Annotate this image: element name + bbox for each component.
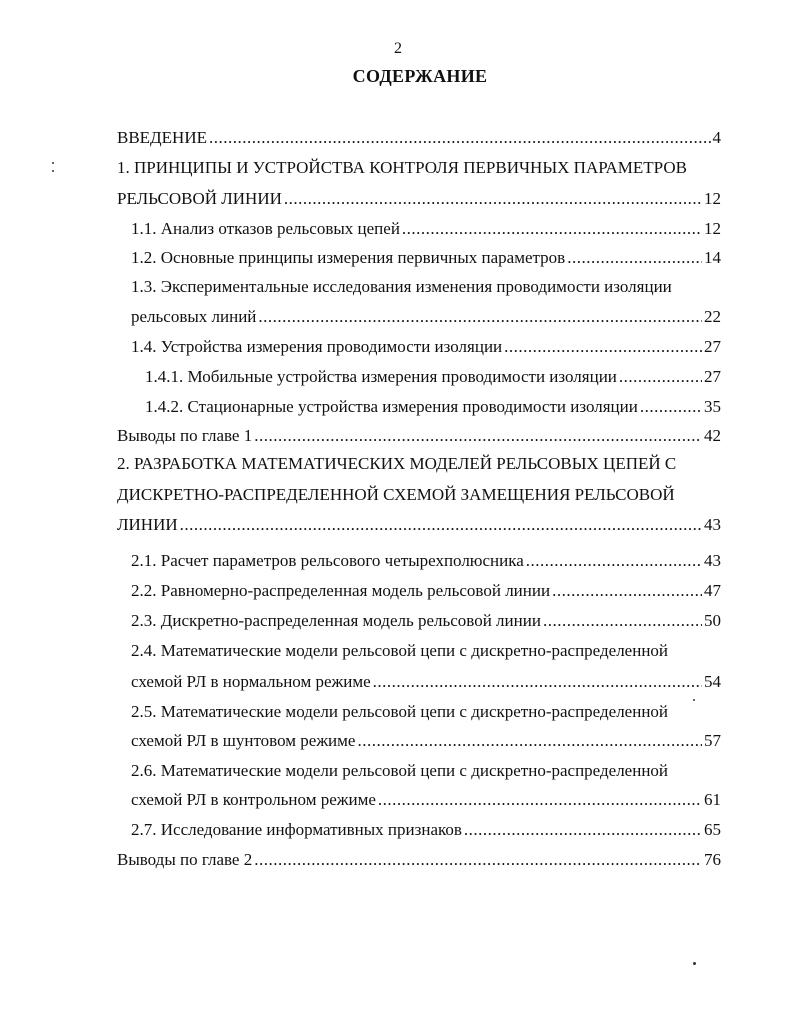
toc-leader [209, 127, 711, 149]
toc-page-number: 14 [704, 248, 721, 267]
toc-leader [567, 247, 702, 269]
toc-chapter-2[interactable] [117, 514, 721, 536]
toc-leader [284, 188, 702, 210]
toc-leader [402, 218, 702, 240]
toc-page-number: 27 [704, 367, 721, 386]
scan-speck [52, 170, 54, 172]
toc-conclusions-1[interactable] [117, 425, 721, 447]
toc-entry-text: 2.2. Равномерно-распределенная модель рельсовой линии [131, 581, 551, 600]
toc-page-number: 42 [704, 426, 721, 445]
toc-entry-text: ВВЕДЕНИЕ [117, 128, 207, 147]
toc-leader [552, 580, 702, 602]
toc-entry-text: Выводы по главе 2 [117, 850, 253, 869]
toc-section-2-7[interactable] [131, 819, 721, 841]
toc-page-number: 54 [704, 672, 721, 691]
scan-speck [693, 962, 696, 965]
toc-entry-text: схемой РЛ в нормальном режиме [131, 672, 371, 691]
toc-leader [504, 336, 702, 358]
toc-section-1-1[interactable] [131, 218, 721, 240]
toc-page-number: 35 [704, 397, 721, 416]
toc-leader [258, 306, 702, 328]
toc-leader [378, 789, 702, 811]
toc-entry-text: рельсовых линий [131, 307, 257, 326]
toc-leader [640, 396, 702, 418]
toc-entry-text: ДИСКРЕТНО-РАСПРЕДЕЛЕННОЙ СХЕМОЙ ЗАМЕЩЕНИЯ РЕЛЬСОВОЙ [117, 485, 675, 504]
toc-page-number: 61 [704, 790, 721, 809]
toc-section-1-4-1[interactable] [145, 366, 721, 388]
toc-entry-text: 2.7. Исследование информативных признаков [131, 820, 462, 839]
toc-chapter-1[interactable] [117, 188, 721, 210]
toc-conclusions-2[interactable] [117, 849, 721, 871]
toc-section-2-6[interactable] [131, 789, 721, 811]
toc-entry-text: схемой РЛ в контрольном режиме [131, 790, 376, 809]
toc-leader [543, 610, 702, 632]
toc-entry-text: 1.2. Основные принципы измерения первичных параметров [131, 248, 566, 267]
toc-page-number: 43 [704, 551, 721, 570]
toc-entry-text: 2.6. Математические модели рельсовой цепи с дискретно-распределенной [131, 761, 669, 780]
toc-entry-text: 1.1. Анализ отказов рельсовых цепей [131, 219, 400, 238]
toc-page-number: 4 [712, 128, 721, 147]
toc-page-number: 50 [704, 611, 721, 630]
toc-section-2-5[interactable] [131, 730, 721, 752]
toc-entry-text: 2. РАЗРАБОТКА МАТЕМАТИЧЕСКИХ МОДЕЛЕЙ РЕЛЬСОВЫХ ЦЕПЕЙ С [117, 454, 677, 473]
toc-entry-text: 2.1. Расчет параметров рельсового четырехполюсника [131, 551, 524, 570]
page-number: 2 [394, 40, 402, 57]
toc-entry-text: 1.4.1. Мобильные устройства измерения проводимости изоляции [145, 367, 617, 386]
toc-leader [464, 819, 702, 841]
toc-section-2-4-heading[interactable] [131, 640, 668, 662]
toc-entry-text: 1. ПРИНЦИПЫ И УСТРОЙСТВА КОНТРОЛЯ ПЕРВИЧНЫХ ПАРАМЕТРОВ [117, 158, 687, 177]
toc-entry-text: 2.3. Дискретно-распределенная модель рельсовой линии [131, 611, 541, 630]
toc-section-1-4[interactable] [131, 336, 721, 358]
toc-entry-text: Выводы по главе 1 [117, 426, 253, 445]
toc-page-number: 22 [704, 307, 721, 326]
toc-page-number: 47 [704, 581, 721, 600]
toc-page-number: 12 [704, 189, 721, 208]
toc-section-1-3[interactable] [131, 306, 721, 328]
toc-chapter-1-heading[interactable] [117, 157, 687, 179]
toc-page-number: 76 [704, 850, 721, 869]
toc-leader [373, 671, 702, 693]
toc-chapter-2-heading-2[interactable] [117, 484, 675, 506]
toc-page-number: 65 [704, 820, 721, 839]
page-title: СОДЕРЖАНИЕ [352, 66, 488, 86]
toc-section-2-1[interactable] [131, 550, 721, 572]
toc-section-2-4[interactable] [131, 671, 721, 693]
toc-section-2-6-heading[interactable] [131, 760, 668, 782]
toc-entry-text: схемой РЛ в шунтовом режиме [131, 731, 356, 750]
toc-leader [254, 425, 702, 447]
scan-speck [52, 162, 54, 164]
toc-page-number: 12 [704, 219, 721, 238]
toc-page-number: 27 [704, 337, 721, 356]
toc-entry-text: 2.5. Математические модели рельсовой цепи с дискретно-распределенной [131, 702, 669, 721]
toc-entry-text: 1.3. Экспериментальные исследования изменения проводимости изоляции [131, 277, 672, 296]
toc-section-1-4-2[interactable] [145, 396, 721, 418]
toc-entry-text: 2.4. Математические модели рельсовой цепи с дискретно-распределенной [131, 641, 669, 660]
toc-section-2-2[interactable] [131, 580, 721, 602]
toc-leader [357, 730, 702, 752]
toc-entry-text: 1.4.2. Стационарные устройства измерения проводимости изоляции [145, 397, 638, 416]
toc-leader [254, 849, 702, 871]
toc-section-1-2[interactable] [131, 247, 721, 269]
toc-page-number: 43 [704, 515, 721, 534]
scan-speck [693, 699, 695, 701]
toc-section-2-5-heading[interactable] [131, 701, 668, 723]
toc-chapter-2-heading-1[interactable] [117, 453, 676, 475]
toc-entry-intro[interactable] [117, 127, 721, 149]
toc-leader [526, 550, 702, 572]
toc-entry-text: 1.4. Устройства измерения проводимости изоляции [131, 337, 503, 356]
toc-entry-text: ЛИНИИ [117, 515, 178, 534]
toc-page-number: 57 [704, 731, 721, 750]
toc-leader [619, 366, 702, 388]
toc-entry-text: РЕЛЬСОВОЙ ЛИНИИ [117, 189, 282, 208]
toc-leader [180, 514, 702, 536]
toc-section-2-3[interactable] [131, 610, 721, 632]
toc-section-1-3-heading[interactable] [131, 276, 672, 298]
